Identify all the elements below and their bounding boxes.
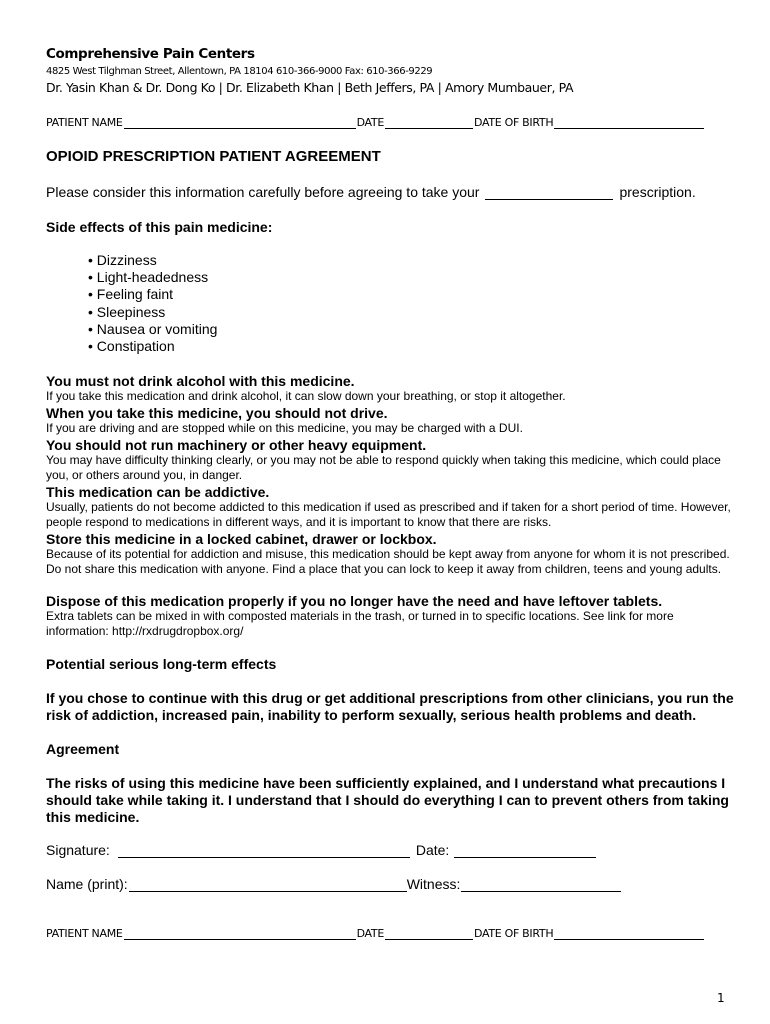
list-item: • Light-headedness xyxy=(88,269,209,286)
witness-label: Witness: xyxy=(406,876,461,892)
patient-name-label: PATIENT NAME xyxy=(46,927,123,940)
section-disposal xyxy=(46,593,736,639)
list-item: • Constipation xyxy=(88,338,175,355)
section-heading: You should not run machinery or other heavy equipment. xyxy=(46,437,427,453)
medication-name-field[interactable] xyxy=(485,186,613,200)
section-heading: You must not drink alcohol with this medicine. xyxy=(46,373,355,389)
page-title: OPIOID PRESCRIPTION PATIENT AGREEMENT xyxy=(46,148,381,165)
section-heading: Dispose of this medication properly if you no longer have the need and have leftover tablets. xyxy=(46,593,663,609)
section-body: Usually, patients do not become addicted to this medication if used as prescribed and if taken for a short period of time. However, people respond to medications in different ways, and it is important to know that there are risks. xyxy=(46,500,731,529)
signature-date-label: Date: xyxy=(415,842,450,858)
intro-suffix: prescription. xyxy=(619,184,696,200)
intro-text: Please consider this information carefully before agreeing to take your xyxy=(46,184,480,200)
section-body: Because of its potential for addiction and misuse, this medication should be kept away from anyone for whom it is not prescribed. Do not share this medication with anyone. Find a place that you can lock to keep it away from children, teens and young adults. xyxy=(46,547,730,576)
agreement-text: The risks of using this medicine have been sufficiently explained, and I understand what precautions I should take while taking it. I understand that I should do everything I can to prevent others from taking this medicine. xyxy=(46,775,729,825)
signature-field[interactable] xyxy=(118,844,410,858)
provider-list: Dr. Yasin Khan & Dr. Dong Ko | Dr. Elizabeth Khan | Beth Jeffers, PA | Amory Mumbauer, PA xyxy=(46,80,574,95)
patient-info-line-bottom xyxy=(46,927,705,940)
signature-row xyxy=(46,842,596,858)
long-term-warning: If you chose to continue with this drug or get additional prescriptions from other clinicians, you run the risk of addiction, increased pain, inability to perform sexually, serious health problems and death. xyxy=(46,690,734,723)
side-effects-list xyxy=(88,252,217,355)
list-item: • Dizziness xyxy=(88,252,157,268)
witness-field[interactable] xyxy=(461,878,621,892)
side-effects-heading: Side effects of this pain medicine: xyxy=(46,219,273,235)
dob-field[interactable] xyxy=(554,117,704,129)
patient-name-field[interactable] xyxy=(124,117,356,129)
print-name-field[interactable] xyxy=(129,878,407,892)
dob-label: DATE OF BIRTH xyxy=(473,116,554,129)
signature-date-field[interactable] xyxy=(454,844,596,858)
clinic-address: 4825 West Tilghman Street, Allentown, PA 18104 610-366-9000 Fax: 610-366-9229 xyxy=(46,66,433,77)
intro-line xyxy=(46,184,696,200)
list-item: • Nausea or vomiting xyxy=(88,320,218,337)
patient-name-label: PATIENT NAME xyxy=(46,116,123,129)
dob-field[interactable] xyxy=(554,928,704,940)
section-body: You may have difficulty thinking clearly, or you may not be able to respond quickly when taking this medicine, which could place you, or others around you, in danger. xyxy=(46,453,721,482)
section-body: If you take this medication and drink alcohol, it can slow down your breathing, or stop it altogether. xyxy=(46,389,566,403)
patient-info-line-top xyxy=(46,116,705,129)
date-field[interactable] xyxy=(385,928,473,940)
name-witness-row xyxy=(46,876,621,892)
print-name-label: Name (print): xyxy=(46,876,128,892)
long-term-heading: Potential serious long-term effects xyxy=(46,656,277,672)
page-number: 1 xyxy=(717,991,725,1005)
list-item: • Feeling faint xyxy=(88,286,174,303)
date-field[interactable] xyxy=(385,117,473,129)
date-label: DATE xyxy=(356,116,384,129)
section-heading: When you take this medicine, you should not drive. xyxy=(46,405,388,421)
section-storage xyxy=(46,531,736,577)
section-body: Extra tablets can be mixed in with composted materials in the trash, or turned in to specific locations. See link for more information: http://rxdrugdropbox.org/ xyxy=(46,609,674,638)
clinic-name: Comprehensive Pain Centers xyxy=(46,46,255,62)
section-machinery xyxy=(46,437,736,483)
dob-label: DATE OF BIRTH xyxy=(473,927,554,940)
section-heading: Store this medicine in a locked cabinet, drawer or lockbox. xyxy=(46,531,437,547)
agreement-heading: Agreement xyxy=(46,741,120,757)
patient-name-field[interactable] xyxy=(124,928,356,940)
section-driving xyxy=(46,405,736,436)
section-alcohol xyxy=(46,373,736,404)
section-body: If you are driving and are stopped while on this medicine, you may be charged with a DUI. xyxy=(46,421,523,435)
date-label: DATE xyxy=(356,927,384,940)
list-item: • Sleepiness xyxy=(88,303,166,320)
section-heading: This medication can be addictive. xyxy=(46,484,270,500)
section-addictive xyxy=(46,484,736,530)
signature-label: Signature: xyxy=(46,842,110,858)
